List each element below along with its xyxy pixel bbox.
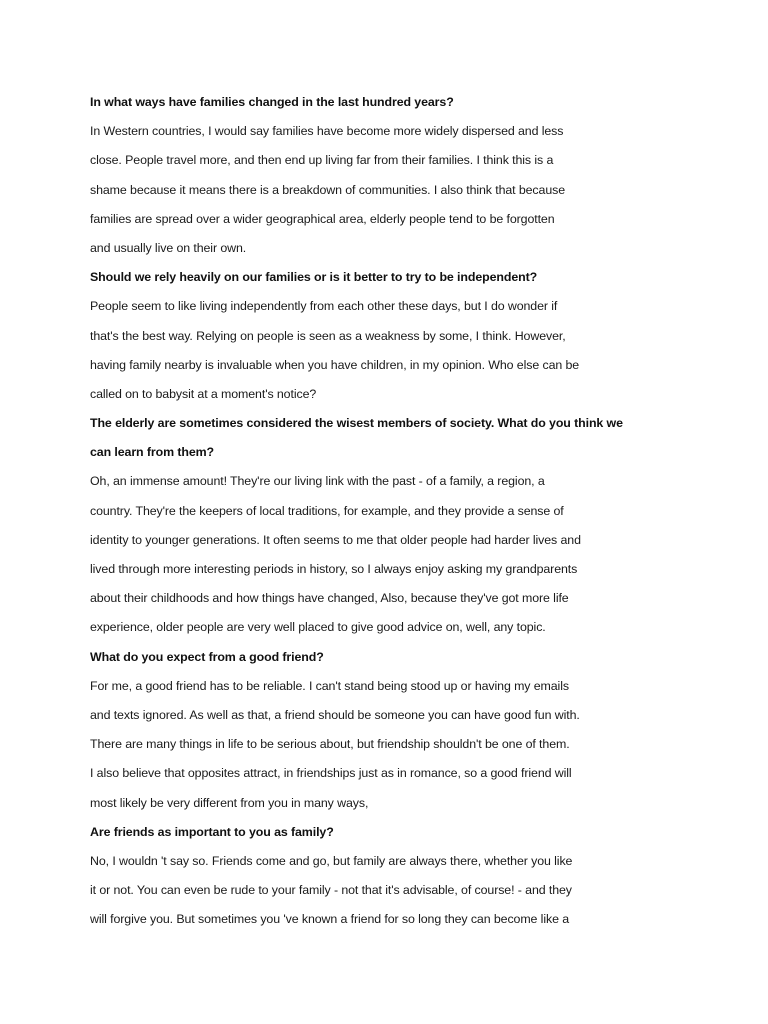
answer-line: and texts ignored. As well as that, a friend should be someone you can have good fun with. <box>90 707 580 722</box>
answer-line: There are many things in life to be serious about, but friendship shouldn't be one of them. <box>90 737 570 752</box>
qa-section-1 <box>90 88 630 263</box>
answer-line: In Western countries, I would say families have become more widely dispersed and less <box>90 124 564 139</box>
answer-line: close. People travel more, and then end up living far from their families. I think this is a <box>90 153 554 168</box>
answer-line: about their childhoods and how things have changed, Also, because they've got more life <box>90 591 569 606</box>
answer-line: I also believe that opposites attract, in friendships just as in romance, so a good friend will <box>90 766 572 781</box>
answer-line: that's the best way. Relying on people is seen as a weakness by some, I think. However, <box>90 328 566 343</box>
document-body <box>90 88 630 934</box>
qa-section-4 <box>90 643 630 818</box>
qa-section-2 <box>90 263 630 409</box>
qa-section-3 <box>90 409 630 643</box>
answer-line: and usually live on their own. <box>90 240 247 255</box>
answer-line: Oh, an immense amount! They're our living link with the past - of a family, a region, a <box>90 474 545 489</box>
answer-line: families are spread over a wider geographical area, elderly people tend to be forgotten <box>90 211 555 226</box>
question-heading: Should we rely heavily on our families or is it better to try to be independent? <box>90 270 538 285</box>
answer-line: identity to younger generations. It often seems to me that older people had harder lives and <box>90 532 581 547</box>
answer-line: shame because it means there is a breakdown of communities. I also think that because <box>90 182 565 197</box>
question-heading: The elderly are sometimes considered the wisest members of society. What do you think we <box>90 416 623 431</box>
qa-section-5 <box>90 818 630 935</box>
question-heading: can learn from them? <box>90 445 214 460</box>
question-heading: In what ways have families changed in the last hundred years? <box>90 95 454 109</box>
answer-line: No, I wouldn 't say so. Friends come and go, but family are always there, whether you like <box>90 853 573 868</box>
answer-line: country. They're the keepers of local traditions, for example, and they provide a sense of <box>90 503 564 518</box>
question-heading: Are friends as important to you as family? <box>90 824 334 839</box>
answer-line: For me, a good friend has to be reliable. I can't stand being stood up or having my emails <box>90 678 569 693</box>
answer-line: most likely be very different from you in many ways, <box>90 795 369 810</box>
question-heading: What do you expect from a good friend? <box>90 649 324 664</box>
answer-line: will forgive you. But sometimes you 've known a friend for so long they can become like a <box>90 912 570 927</box>
answer-line: it or not. You can even be rude to your family - not that it's advisable, of course! - and they <box>90 883 572 898</box>
answer-line: lived through more interesting periods in history, so I always enjoy asking my grandparents <box>90 562 578 576</box>
answer-line: called on to babysit at a moment's notice? <box>90 386 317 401</box>
answer-line: People seem to like living independently from each other these days, but I do wonder if <box>90 299 558 314</box>
answer-line: experience, older people are very well placed to give good advice on, well, any topic. <box>90 620 546 635</box>
answer-line: having family nearby is invaluable when you have children, in my opinion. Who else can be <box>90 357 580 372</box>
